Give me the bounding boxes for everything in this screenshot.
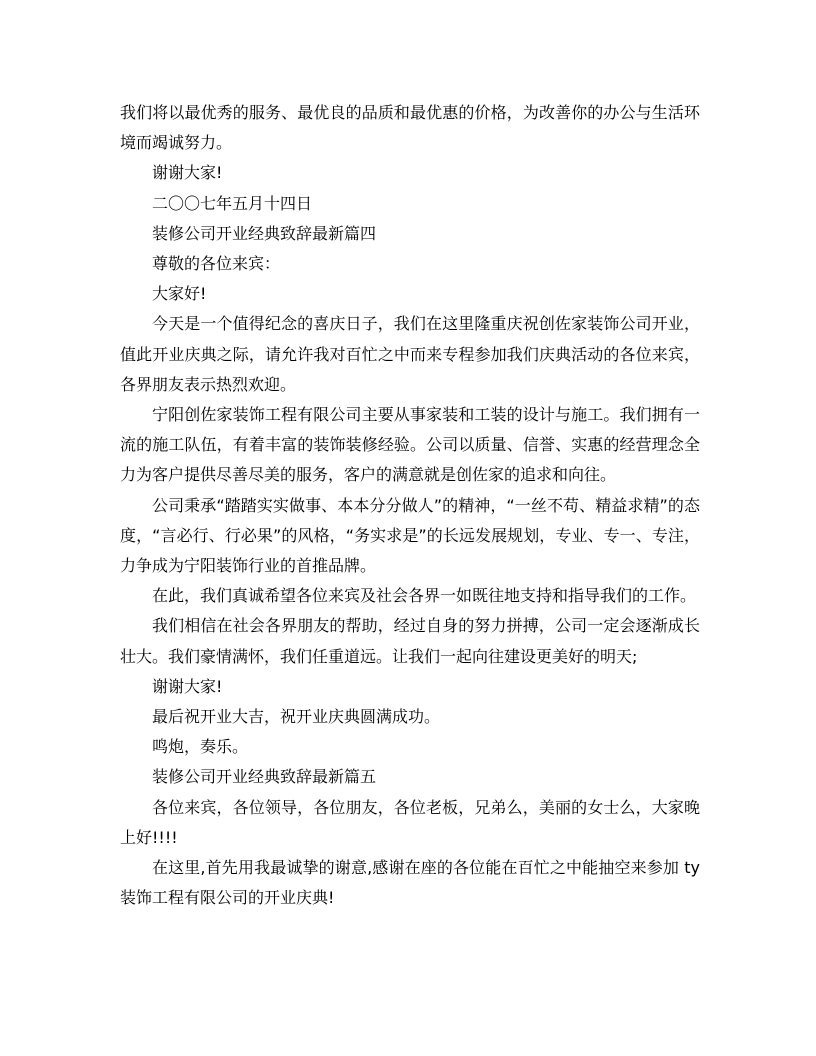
paragraph: 我们将以最优秀的服务、最优良的品质和最优惠的价格，为改善你的办公与生活环境而竭诚努力。 (120, 103, 700, 153)
paragraph: 在此，我们真诚希望各位来宾及社会各界一如既往地支持和指导我们的工作。 (152, 586, 697, 606)
salutation: 尊敬的各位来宾： (152, 254, 281, 274)
paragraph: 谢谢大家! (152, 676, 223, 696)
section-heading: 装修公司开业经典致辞最新篇四 (152, 223, 377, 243)
section-heading: 装修公司开业经典致辞最新篇五 (152, 767, 377, 787)
paragraph: 公司秉承“踏踏实实做事、本本分分做人”的精神，“一丝不苟、精益求精”的态度，“言必行、行必果”的风格，“务实求是”的长远发展规划，专业、专一、专注，力争成为宁阳装饰行业的首推品牌。 (120, 495, 700, 576)
paragraph: 我们相信在社会各界朋友的帮助，经过自身的努力拼搏，公司一定会逐渐成长壮大。我们豪情满怀，我们任重道远。让我们一起向往建设更美好的明天; (120, 616, 700, 666)
date-line: 二〇〇七年五月十四日 (152, 193, 313, 213)
paragraph: 宁阳创佐家装饰工程有限公司主要从事家装和工装的设计与施工。我们拥有一流的施工队伍，有着丰富的装饰装修经验。公司以质量、信誉、实惠的经营理念全力为客户提供尽善尽美的服务，客户的满意就是创佐家的追求和向往。 (120, 405, 700, 485)
paragraph: 最后祝开业大吉，祝开业庆典圆满成功。 (152, 707, 441, 727)
paragraph: 今天是一个值得纪念的喜庆日子，我们在这里隆重庆祝创佐家装饰公司开业，值此开业庆典之际，请允许我对百忙之中而来专程参加我们庆典活动的各位来宾，各界朋友表示热烈欢迎。 (120, 314, 700, 394)
paragraph: 在这里,首先用我最诚挚的谢意,感谢在座的各位能在百忙之中能抽空来参加 ty 装饰工程有限公司的开业庆典! (120, 858, 700, 908)
paragraph: 各位来宾，各位领导，各位朋友，各位老板，兄弟么，美丽的女士么，大家晚上好!!!! (120, 797, 700, 847)
paragraph: 鸣炮，奏乐。 (152, 737, 249, 757)
paragraph: 谢谢大家! (152, 163, 223, 183)
document-body (120, 98, 700, 913)
greeting: 大家好! (152, 284, 207, 304)
